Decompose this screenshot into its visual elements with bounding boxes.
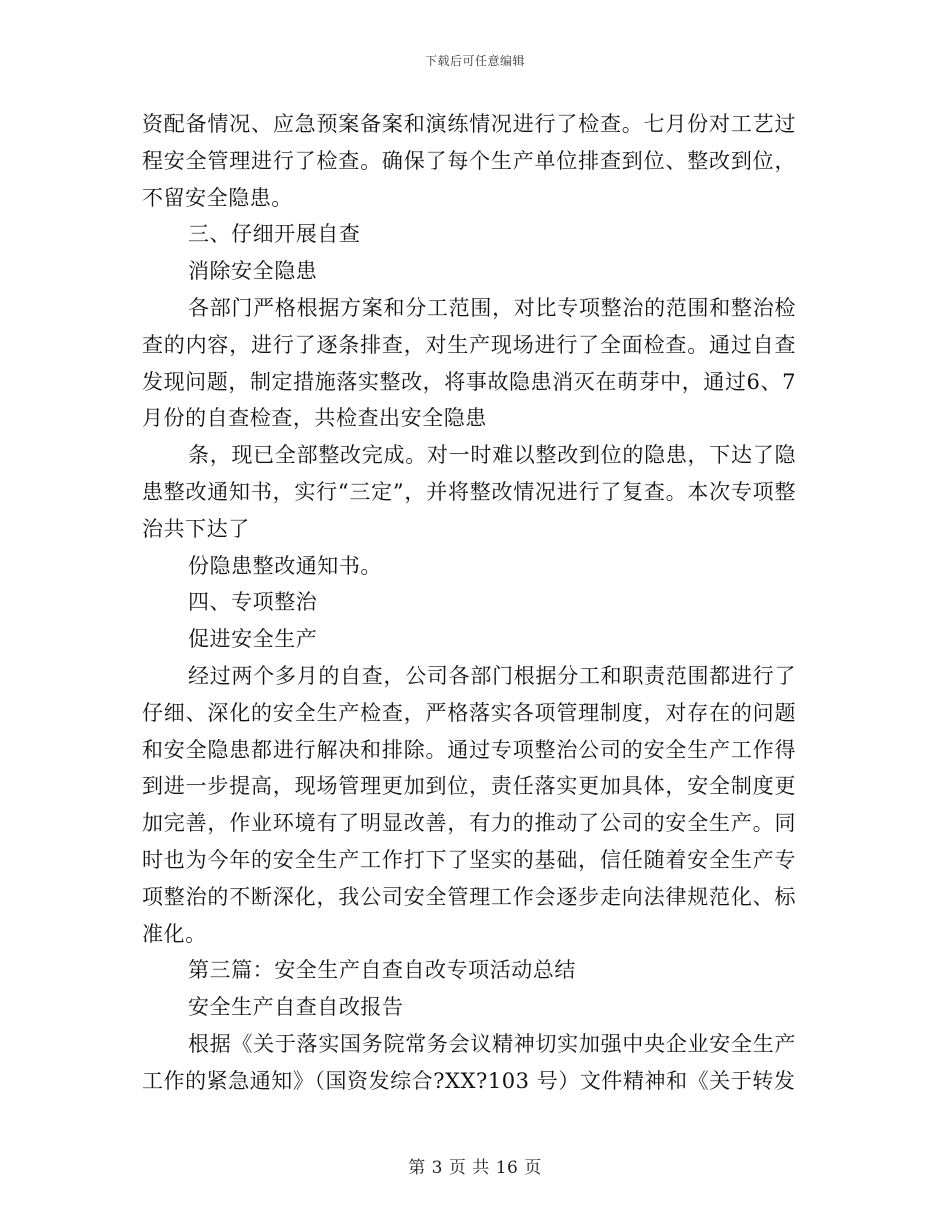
paragraph: 根据《关于落实国务院常务会议精神切实加强中央企业安全生产工作的紧急通知》（国资发综合?XX?103 号）文件精神和《关于转发 [142,1031,796,1093]
section-heading: 三、仔细开展自查 [188,222,361,247]
paragraph: 条，现已全部整改完成。对一时难以整改到位的隐患，下达了隐患整改通知书，实行“三定”，并将整改情况进行了复查。本次专项整治共下达了 [142,443,796,541]
paragraph: 各部门严格根据方案和分工范围，对比专项整治的范围和整治检查的内容，进行了逐条排查，对生产现场进行了全面检查。通过自查发现问题，制定措施落实整改，将事故隐患消灭在萌芽中，通过6、7月份的自查检查，共检查出安全隐患 [142,295,796,431]
chapter-title: 第三篇：安全生产自查自改专项活动总结 [188,958,576,983]
report-title: 安全生产自查自改报告 [188,995,404,1020]
page-header: 下载后可任意编辑 [424,54,525,68]
paragraph: 份隐患整改通知书。 [188,553,382,578]
section-subheading: 消除安全隐患 [188,259,318,284]
paragraph: 资配备情况、应急预案备案和演练情况进行了检查。七月份对工艺过程安全管理进行了检查。确保了每个生产单位排查到位、整改到位，不留安全隐患。 [142,112,796,210]
page-number: 第 3 页 共 16 页 [408,1158,542,1178]
document-body [142,106,796,1100]
section-subheading: 促进安全生产 [188,627,318,652]
paragraph: 经过两个多月的自查，公司各部门根据分工和职责范围都进行了仔细、深化的安全生产检查，严格落实各项管理制度，对存在的问题和安全隐患都进行解决和排除。通过专项整治公司的安全生产工作得到进一步提高，现场管理更加到位，责任落实更加具体，安全制度更加完善，作业环境有了明显改善，有力的推动了公司的安全生产。同时也为今年的安全生产工作打下了坚实的基础，信任随着安全生产专项整治的不断深化，我公司安全管理工作会逐步走向法律规范化、标准化。 [142,663,796,946]
section-heading: 四、专项整治 [188,590,318,615]
